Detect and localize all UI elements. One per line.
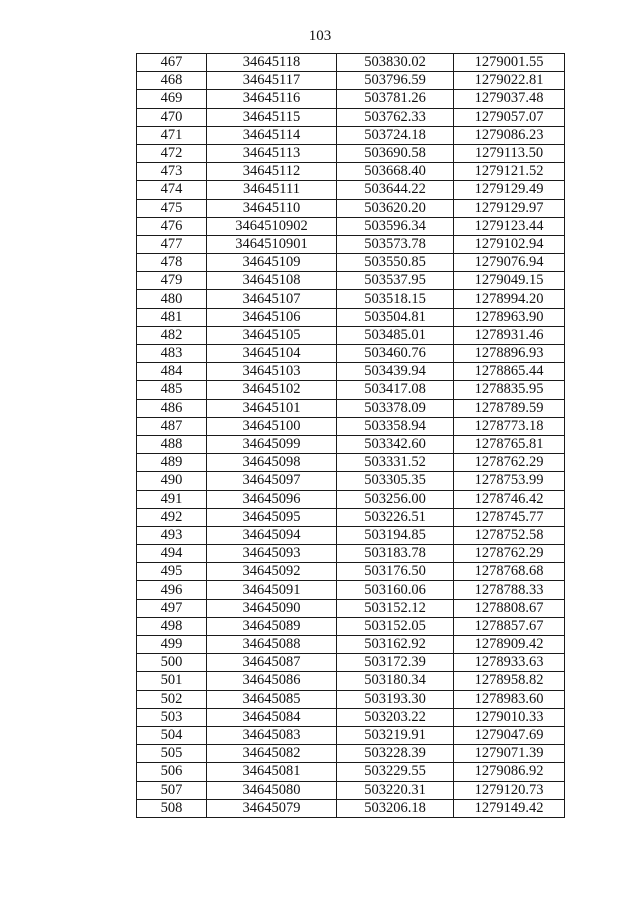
x-coordinate-cell: 503160.06 xyxy=(337,581,454,599)
y-coordinate-cell: 1278931.46 xyxy=(454,326,565,344)
table-row xyxy=(137,308,565,326)
point-id-cell: 34645097 xyxy=(207,472,337,490)
x-coordinate-cell: 503358.94 xyxy=(337,417,454,435)
table-row xyxy=(137,235,565,253)
point-id-cell: 34645102 xyxy=(207,381,337,399)
x-coordinate-cell: 503193.30 xyxy=(337,690,454,708)
point-id-cell: 34645082 xyxy=(207,745,337,763)
point-id-cell: 3464510901 xyxy=(207,235,337,253)
x-coordinate-cell: 503830.02 xyxy=(337,54,454,72)
point-id-cell: 34645086 xyxy=(207,672,337,690)
x-coordinate-cell: 503229.55 xyxy=(337,763,454,781)
coordinates-table-body xyxy=(137,54,565,818)
y-coordinate-cell: 1278857.67 xyxy=(454,617,565,635)
point-id-cell: 34645107 xyxy=(207,290,337,308)
x-coordinate-cell: 503228.39 xyxy=(337,745,454,763)
x-coordinate-cell: 503180.34 xyxy=(337,672,454,690)
table-row xyxy=(137,199,565,217)
point-number-cell: 506 xyxy=(137,763,207,781)
y-coordinate-cell: 1278835.95 xyxy=(454,381,565,399)
point-number-cell: 501 xyxy=(137,672,207,690)
point-number-cell: 482 xyxy=(137,326,207,344)
y-coordinate-cell: 1278752.58 xyxy=(454,526,565,544)
x-coordinate-cell: 503331.52 xyxy=(337,454,454,472)
y-coordinate-cell: 1278909.42 xyxy=(454,636,565,654)
y-coordinate-cell: 1279047.69 xyxy=(454,726,565,744)
point-id-cell: 34645091 xyxy=(207,581,337,599)
x-coordinate-cell: 503550.85 xyxy=(337,254,454,272)
x-coordinate-cell: 503183.78 xyxy=(337,545,454,563)
point-number-cell: 502 xyxy=(137,690,207,708)
y-coordinate-cell: 1278789.59 xyxy=(454,399,565,417)
point-id-cell: 34645090 xyxy=(207,599,337,617)
x-coordinate-cell: 503668.40 xyxy=(337,163,454,181)
point-id-cell: 3464510902 xyxy=(207,217,337,235)
point-number-cell: 472 xyxy=(137,144,207,162)
table-row xyxy=(137,254,565,272)
table-row xyxy=(137,617,565,635)
x-coordinate-cell: 503796.59 xyxy=(337,72,454,90)
x-coordinate-cell: 503162.92 xyxy=(337,636,454,654)
point-id-cell: 34645113 xyxy=(207,144,337,162)
point-number-cell: 491 xyxy=(137,490,207,508)
point-id-cell: 34645085 xyxy=(207,690,337,708)
x-coordinate-cell: 503537.95 xyxy=(337,272,454,290)
y-coordinate-cell: 1278963.90 xyxy=(454,308,565,326)
x-coordinate-cell: 503724.18 xyxy=(337,126,454,144)
point-id-cell: 34645112 xyxy=(207,163,337,181)
point-number-cell: 485 xyxy=(137,381,207,399)
table-row xyxy=(137,435,565,453)
y-coordinate-cell: 1279086.23 xyxy=(454,126,565,144)
y-coordinate-cell: 1278765.81 xyxy=(454,435,565,453)
x-coordinate-cell: 503439.94 xyxy=(337,363,454,381)
point-number-cell: 494 xyxy=(137,545,207,563)
page-number: 103 xyxy=(308,28,332,44)
x-coordinate-cell: 503620.20 xyxy=(337,199,454,217)
point-id-cell: 34645106 xyxy=(207,308,337,326)
x-coordinate-cell: 503226.51 xyxy=(337,508,454,526)
x-coordinate-cell: 503172.39 xyxy=(337,654,454,672)
table-row xyxy=(137,326,565,344)
table-row xyxy=(137,599,565,617)
table-row xyxy=(137,181,565,199)
point-id-cell: 34645101 xyxy=(207,399,337,417)
y-coordinate-cell: 1278773.18 xyxy=(454,417,565,435)
table-row xyxy=(137,399,565,417)
y-coordinate-cell: 1279149.42 xyxy=(454,799,565,817)
table-row xyxy=(137,545,565,563)
table-row xyxy=(137,781,565,799)
point-number-cell: 488 xyxy=(137,435,207,453)
x-coordinate-cell: 503644.22 xyxy=(337,181,454,199)
point-number-cell: 480 xyxy=(137,290,207,308)
point-id-cell: 34645093 xyxy=(207,545,337,563)
point-id-cell: 34645104 xyxy=(207,345,337,363)
point-id-cell: 34645110 xyxy=(207,199,337,217)
x-coordinate-cell: 503152.05 xyxy=(337,617,454,635)
table-row xyxy=(137,90,565,108)
point-number-cell: 495 xyxy=(137,563,207,581)
y-coordinate-cell: 1278746.42 xyxy=(454,490,565,508)
table-row xyxy=(137,726,565,744)
point-id-cell: 34645079 xyxy=(207,799,337,817)
x-coordinate-cell: 503460.76 xyxy=(337,345,454,363)
y-coordinate-cell: 1279057.07 xyxy=(454,108,565,126)
x-coordinate-cell: 503342.60 xyxy=(337,435,454,453)
point-id-cell: 34645088 xyxy=(207,636,337,654)
y-coordinate-cell: 1278958.82 xyxy=(454,672,565,690)
y-coordinate-cell: 1279129.97 xyxy=(454,199,565,217)
x-coordinate-cell: 503518.15 xyxy=(337,290,454,308)
table-row xyxy=(137,708,565,726)
y-coordinate-cell: 1278753.99 xyxy=(454,472,565,490)
table-row xyxy=(137,745,565,763)
table-row xyxy=(137,799,565,817)
point-number-cell: 489 xyxy=(137,454,207,472)
point-id-cell: 34645080 xyxy=(207,781,337,799)
x-coordinate-cell: 503152.12 xyxy=(337,599,454,617)
point-number-cell: 497 xyxy=(137,599,207,617)
y-coordinate-cell: 1279113.50 xyxy=(454,144,565,162)
x-coordinate-cell: 503194.85 xyxy=(337,526,454,544)
table-row xyxy=(137,126,565,144)
x-coordinate-cell: 503256.00 xyxy=(337,490,454,508)
y-coordinate-cell: 1279037.48 xyxy=(454,90,565,108)
y-coordinate-cell: 1279001.55 xyxy=(454,54,565,72)
table-row xyxy=(137,217,565,235)
y-coordinate-cell: 1279102.94 xyxy=(454,235,565,253)
x-coordinate-cell: 503504.81 xyxy=(337,308,454,326)
table-row xyxy=(137,454,565,472)
table-row xyxy=(137,272,565,290)
point-number-cell: 507 xyxy=(137,781,207,799)
table-row xyxy=(137,417,565,435)
y-coordinate-cell: 1278933.63 xyxy=(454,654,565,672)
point-id-cell: 34645099 xyxy=(207,435,337,453)
point-number-cell: 498 xyxy=(137,617,207,635)
point-number-cell: 478 xyxy=(137,254,207,272)
point-id-cell: 34645098 xyxy=(207,454,337,472)
point-number-cell: 500 xyxy=(137,654,207,672)
table-row xyxy=(137,108,565,126)
point-id-cell: 34645094 xyxy=(207,526,337,544)
point-id-cell: 34645117 xyxy=(207,72,337,90)
x-coordinate-cell: 503305.35 xyxy=(337,472,454,490)
y-coordinate-cell: 1279086.92 xyxy=(454,763,565,781)
x-coordinate-cell: 503203.22 xyxy=(337,708,454,726)
point-id-cell: 34645116 xyxy=(207,90,337,108)
y-coordinate-cell: 1278745.77 xyxy=(454,508,565,526)
table-row xyxy=(137,144,565,162)
point-number-cell: 471 xyxy=(137,126,207,144)
point-number-cell: 493 xyxy=(137,526,207,544)
y-coordinate-cell: 1278808.67 xyxy=(454,599,565,617)
y-coordinate-cell: 1279076.94 xyxy=(454,254,565,272)
coordinates-table xyxy=(136,53,565,818)
table-row xyxy=(137,672,565,690)
y-coordinate-cell: 1279123.44 xyxy=(454,217,565,235)
x-coordinate-cell: 503596.34 xyxy=(337,217,454,235)
table-row xyxy=(137,636,565,654)
table-row xyxy=(137,490,565,508)
y-coordinate-cell: 1279120.73 xyxy=(454,781,565,799)
point-id-cell: 34645083 xyxy=(207,726,337,744)
point-number-cell: 470 xyxy=(137,108,207,126)
point-number-cell: 473 xyxy=(137,163,207,181)
y-coordinate-cell: 1279129.49 xyxy=(454,181,565,199)
x-coordinate-cell: 503176.50 xyxy=(337,563,454,581)
table-row xyxy=(137,654,565,672)
point-id-cell: 34645096 xyxy=(207,490,337,508)
x-coordinate-cell: 503781.26 xyxy=(337,90,454,108)
point-number-cell: 487 xyxy=(137,417,207,435)
x-coordinate-cell: 503690.58 xyxy=(337,144,454,162)
y-coordinate-cell: 1278762.29 xyxy=(454,545,565,563)
point-number-cell: 476 xyxy=(137,217,207,235)
point-number-cell: 499 xyxy=(137,636,207,654)
point-id-cell: 34645081 xyxy=(207,763,337,781)
point-id-cell: 34645100 xyxy=(207,417,337,435)
y-coordinate-cell: 1278994.20 xyxy=(454,290,565,308)
table-row xyxy=(137,163,565,181)
point-id-cell: 34645089 xyxy=(207,617,337,635)
point-number-cell: 490 xyxy=(137,472,207,490)
table-row xyxy=(137,526,565,544)
point-id-cell: 34645111 xyxy=(207,181,337,199)
point-number-cell: 481 xyxy=(137,308,207,326)
point-id-cell: 34645108 xyxy=(207,272,337,290)
table-row xyxy=(137,763,565,781)
table-row xyxy=(137,690,565,708)
table-row xyxy=(137,54,565,72)
table-row xyxy=(137,290,565,308)
x-coordinate-cell: 503219.91 xyxy=(337,726,454,744)
point-id-cell: 34645115 xyxy=(207,108,337,126)
point-id-cell: 34645095 xyxy=(207,508,337,526)
y-coordinate-cell: 1278788.33 xyxy=(454,581,565,599)
table-row xyxy=(137,581,565,599)
y-coordinate-cell: 1279010.33 xyxy=(454,708,565,726)
x-coordinate-cell: 503762.33 xyxy=(337,108,454,126)
point-id-cell: 34645118 xyxy=(207,54,337,72)
table-row xyxy=(137,363,565,381)
point-id-cell: 34645084 xyxy=(207,708,337,726)
x-coordinate-cell: 503485.01 xyxy=(337,326,454,344)
point-id-cell: 34645114 xyxy=(207,126,337,144)
point-number-cell: 505 xyxy=(137,745,207,763)
point-number-cell: 468 xyxy=(137,72,207,90)
point-number-cell: 467 xyxy=(137,54,207,72)
table-row xyxy=(137,508,565,526)
point-number-cell: 503 xyxy=(137,708,207,726)
y-coordinate-cell: 1278896.93 xyxy=(454,345,565,363)
y-coordinate-cell: 1279121.52 xyxy=(454,163,565,181)
y-coordinate-cell: 1279049.15 xyxy=(454,272,565,290)
point-number-cell: 475 xyxy=(137,199,207,217)
point-number-cell: 496 xyxy=(137,581,207,599)
x-coordinate-cell: 503206.18 xyxy=(337,799,454,817)
point-number-cell: 479 xyxy=(137,272,207,290)
point-number-cell: 469 xyxy=(137,90,207,108)
y-coordinate-cell: 1278983.60 xyxy=(454,690,565,708)
x-coordinate-cell: 503573.78 xyxy=(337,235,454,253)
point-number-cell: 486 xyxy=(137,399,207,417)
point-number-cell: 504 xyxy=(137,726,207,744)
x-coordinate-cell: 503220.31 xyxy=(337,781,454,799)
table-row xyxy=(137,381,565,399)
point-number-cell: 483 xyxy=(137,345,207,363)
table-row xyxy=(137,563,565,581)
point-id-cell: 34645087 xyxy=(207,654,337,672)
y-coordinate-cell: 1279071.39 xyxy=(454,745,565,763)
x-coordinate-cell: 503378.09 xyxy=(337,399,454,417)
point-id-cell: 34645109 xyxy=(207,254,337,272)
point-number-cell: 508 xyxy=(137,799,207,817)
point-number-cell: 492 xyxy=(137,508,207,526)
x-coordinate-cell: 503417.08 xyxy=(337,381,454,399)
point-number-cell: 477 xyxy=(137,235,207,253)
table-row xyxy=(137,345,565,363)
y-coordinate-cell: 1278768.68 xyxy=(454,563,565,581)
point-id-cell: 34645105 xyxy=(207,326,337,344)
point-number-cell: 474 xyxy=(137,181,207,199)
point-id-cell: 34645092 xyxy=(207,563,337,581)
y-coordinate-cell: 1278865.44 xyxy=(454,363,565,381)
table-row xyxy=(137,72,565,90)
point-number-cell: 484 xyxy=(137,363,207,381)
y-coordinate-cell: 1278762.29 xyxy=(454,454,565,472)
point-id-cell: 34645103 xyxy=(207,363,337,381)
y-coordinate-cell: 1279022.81 xyxy=(454,72,565,90)
table-row xyxy=(137,472,565,490)
